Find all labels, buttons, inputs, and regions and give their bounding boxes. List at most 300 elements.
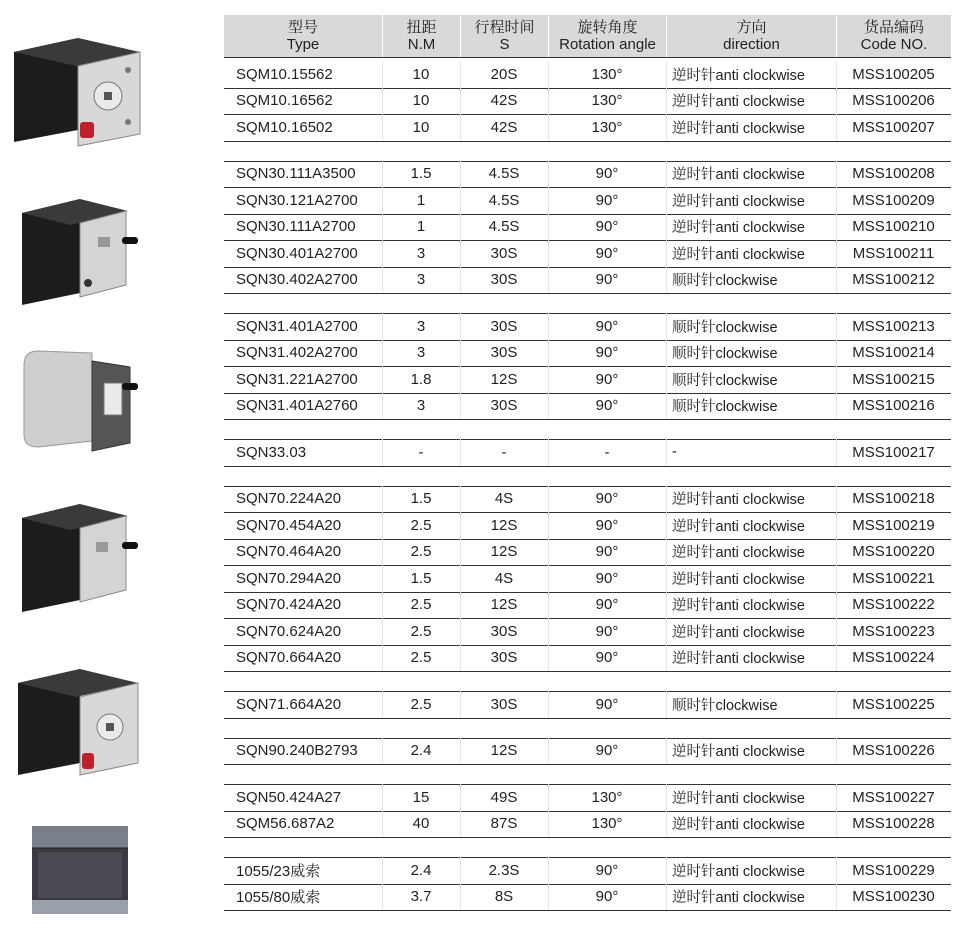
cell-time: 12S <box>490 370 518 388</box>
column-divider <box>836 240 837 267</box>
table-row <box>224 366 951 394</box>
column-divider <box>666 565 667 592</box>
cell-torque: 2.5 <box>410 649 432 667</box>
cell-code: MSS100219 <box>852 516 935 534</box>
column-divider <box>548 240 549 267</box>
column-divider <box>382 393 383 420</box>
cell-direction: 逆时针anti clockwise <box>672 492 805 509</box>
column-divider <box>382 340 383 367</box>
cell-time: 4S <box>494 490 514 508</box>
table-row <box>224 857 951 885</box>
cell-type: SQN30.401A2700 <box>236 244 358 262</box>
cell-direction: 逆时针anti clockwise <box>672 817 805 834</box>
cell-angle: 90° <box>595 218 619 236</box>
table-row <box>224 61 951 89</box>
cell-direction: - <box>672 444 677 461</box>
column-divider <box>460 565 461 592</box>
table-row <box>224 187 951 215</box>
cell-direction: 顺时针clockwise <box>672 319 778 336</box>
column-divider <box>548 88 549 115</box>
cell-torque: 1 <box>416 218 426 236</box>
cell-torque: 2.5 <box>410 543 432 561</box>
table-row <box>224 340 951 368</box>
column-divider <box>836 313 837 340</box>
table-row <box>224 811 951 839</box>
column-divider <box>548 313 549 340</box>
cell-angle: 90° <box>595 244 619 262</box>
table-row <box>224 784 951 812</box>
cell-torque: 3 <box>416 271 426 289</box>
column-divider <box>382 565 383 592</box>
column-divider <box>666 691 667 718</box>
table-row <box>224 88 951 116</box>
cell-angle: 90° <box>595 622 619 640</box>
column-divider <box>382 784 383 811</box>
column-divider <box>460 592 461 619</box>
column-divider <box>460 486 461 513</box>
column-divider <box>666 187 667 214</box>
cell-type: SQN31.402A2700 <box>236 344 358 362</box>
column-divider <box>666 393 667 420</box>
cell-code: MSS100229 <box>852 861 935 879</box>
cell-angle: - <box>604 443 610 461</box>
column-divider <box>666 88 667 115</box>
cell-direction: 逆时针anti clockwise <box>672 167 805 184</box>
cell-time: 8S <box>494 888 514 906</box>
column-divider <box>836 691 837 718</box>
cell-angle: 90° <box>595 344 619 362</box>
cell-torque: 1.5 <box>410 569 432 587</box>
column-divider <box>666 161 667 188</box>
column-divider <box>666 486 667 513</box>
table-row <box>224 592 951 620</box>
cell-code: MSS100223 <box>852 622 935 640</box>
header-direction-zh: 方向 <box>736 19 767 36</box>
actuator-grey-box-icon <box>18 343 138 458</box>
header-direction-en: direction <box>723 36 780 53</box>
column-divider <box>460 240 461 267</box>
cell-code: MSS100222 <box>852 596 935 614</box>
column-divider <box>666 214 667 241</box>
product-table-body <box>224 0 951 938</box>
table-row <box>224 267 951 295</box>
cell-torque: 3 <box>416 244 426 262</box>
column-divider <box>548 784 549 811</box>
column-divider <box>460 738 461 765</box>
table-row <box>224 884 951 912</box>
cell-angle: 130° <box>591 118 623 136</box>
table-row <box>224 691 951 719</box>
cell-direction: 逆时针anti clockwise <box>672 518 805 535</box>
column-divider <box>836 565 837 592</box>
cell-torque: 10 <box>412 118 430 136</box>
cell-angle: 90° <box>595 742 619 760</box>
column-divider <box>548 267 549 294</box>
cell-torque: 3 <box>416 344 426 362</box>
table-row <box>224 240 951 268</box>
cell-type: SQN33.03 <box>236 443 307 461</box>
cell-direction: 逆时针anti clockwise <box>672 120 805 137</box>
column-divider <box>836 439 837 466</box>
column-divider <box>836 114 837 141</box>
column-divider <box>548 214 549 241</box>
column-divider <box>460 214 461 241</box>
cell-code: MSS100208 <box>852 165 935 183</box>
column-divider <box>460 539 461 566</box>
cell-code: MSS100230 <box>852 888 935 906</box>
column-divider <box>382 161 383 188</box>
column-divider <box>460 267 461 294</box>
header-code-zh: 货品编码 <box>863 19 924 36</box>
cell-angle: 90° <box>595 271 619 289</box>
column-divider <box>382 857 383 884</box>
cell-type: SQN30.402A2700 <box>236 271 358 289</box>
column-divider <box>382 738 383 765</box>
column-divider <box>460 161 461 188</box>
column-divider <box>382 61 383 88</box>
cell-torque: 1.8 <box>410 370 432 388</box>
cell-type: SQN71.664A20 <box>236 695 342 713</box>
column-divider <box>382 691 383 718</box>
column-divider <box>460 857 461 884</box>
cell-type: SQM10.16502 <box>236 118 333 136</box>
column-divider <box>836 884 837 911</box>
cell-type: SQN90.240B2793 <box>236 742 358 760</box>
cell-code: MSS100211 <box>852 244 935 262</box>
cell-direction: 顺时针clockwise <box>672 346 778 363</box>
cell-torque: 2.5 <box>410 622 432 640</box>
actuator-black-box-icon <box>14 663 144 783</box>
column-divider <box>382 884 383 911</box>
cell-time: 30S <box>490 695 518 713</box>
cell-code: MSS100226 <box>852 742 935 760</box>
cell-code: MSS100206 <box>852 92 935 110</box>
column-divider <box>460 187 461 214</box>
cell-type: SQN70.664A20 <box>236 649 342 667</box>
group-spacer-row <box>224 466 951 487</box>
column-divider <box>666 645 667 672</box>
column-divider <box>382 811 383 838</box>
cell-type: SQN30.111A2700 <box>236 218 356 236</box>
cell-code: MSS100212 <box>852 271 935 289</box>
column-divider <box>460 340 461 367</box>
column-divider <box>666 61 667 88</box>
column-divider <box>548 61 549 88</box>
column-divider <box>836 738 837 765</box>
cell-type: SQM10.16562 <box>236 92 333 110</box>
column-divider <box>836 214 837 241</box>
column-divider <box>548 114 549 141</box>
cell-direction: 逆时针anti clockwise <box>672 790 805 807</box>
column-divider <box>382 645 383 672</box>
group-spacer-row <box>224 419 951 440</box>
header-code-en: Code NO. <box>860 36 928 53</box>
column-divider <box>548 645 549 672</box>
column-divider <box>548 539 549 566</box>
header-angle-zh: 旋转角度 <box>577 19 638 36</box>
cell-direction: 逆时针anti clockwise <box>672 863 805 880</box>
cell-code: MSS100216 <box>852 397 935 415</box>
cell-time: 4.5S <box>488 191 520 209</box>
cell-direction: 逆时针anti clockwise <box>672 220 805 237</box>
column-divider <box>460 313 461 340</box>
header-torque-zh: 扭距 <box>406 19 437 36</box>
cell-time: 30S <box>490 649 518 667</box>
cell-direction: 顺时针clockwise <box>672 372 778 389</box>
actuator-black-box-icon <box>18 500 138 615</box>
column-divider <box>836 340 837 367</box>
cell-direction: 逆时针anti clockwise <box>672 94 805 111</box>
cell-type: SQN70.224A20 <box>236 490 342 508</box>
group-spacer-row <box>224 293 951 314</box>
column-divider <box>836 187 837 214</box>
cell-angle: 130° <box>591 65 623 83</box>
cell-type: SQN31.401A2700 <box>236 317 358 335</box>
column-divider <box>382 187 383 214</box>
cell-angle: 90° <box>595 191 619 209</box>
cell-angle: 90° <box>595 649 619 667</box>
column-divider <box>836 645 837 672</box>
cell-code: MSS100225 <box>852 695 935 713</box>
column-divider <box>382 214 383 241</box>
cell-time: 49S <box>490 788 518 806</box>
column-divider <box>382 240 383 267</box>
table-row <box>224 161 951 189</box>
actuator-black-box-icon <box>18 193 138 308</box>
cell-type: 1055/23威索 <box>236 862 321 880</box>
cell-torque: 15 <box>412 788 430 806</box>
cell-type: SQN31.401A2760 <box>236 397 358 415</box>
cell-direction: 逆时针anti clockwise <box>672 890 805 907</box>
cell-time: - <box>501 443 507 461</box>
cell-type: SQN70.294A20 <box>236 569 342 587</box>
cell-time: 4.5S <box>488 218 520 236</box>
header-torque-en: N.M <box>407 36 436 53</box>
cell-type: SQN31.221A2700 <box>236 370 358 388</box>
column-divider <box>460 439 461 466</box>
cell-angle: 90° <box>595 317 619 335</box>
cell-direction: 逆时针anti clockwise <box>672 545 805 562</box>
cell-type: 1055/80威索 <box>236 889 321 907</box>
column-divider <box>836 618 837 645</box>
column-divider <box>382 366 383 393</box>
column-divider <box>548 512 549 539</box>
cell-torque: - <box>418 443 424 461</box>
column-divider <box>548 738 549 765</box>
cell-time: 12S <box>490 516 518 534</box>
cell-direction: 顺时针clockwise <box>672 273 778 290</box>
cell-angle: 90° <box>595 596 619 614</box>
column-divider <box>460 784 461 811</box>
column-divider <box>666 539 667 566</box>
cell-code: MSS100210 <box>852 218 935 236</box>
cell-type: SQN70.424A20 <box>236 596 342 614</box>
cell-time: 12S <box>490 543 518 561</box>
cell-type: SQN30.111A3500 <box>236 165 356 183</box>
cell-code: MSS100221 <box>852 569 935 587</box>
column-divider <box>836 61 837 88</box>
cell-torque: 2.5 <box>410 516 432 534</box>
column-divider <box>460 645 461 672</box>
table-row <box>224 738 951 766</box>
column-divider <box>836 486 837 513</box>
column-divider <box>548 486 549 513</box>
cell-direction: 逆时针anti clockwise <box>672 598 805 615</box>
header-type-en: Type <box>286 36 320 53</box>
cell-angle: 90° <box>595 543 619 561</box>
column-divider <box>666 811 667 838</box>
cell-direction: 逆时针anti clockwise <box>672 193 805 210</box>
cell-angle: 90° <box>595 516 619 534</box>
cell-time: 30S <box>490 271 518 289</box>
column-divider <box>548 884 549 911</box>
cell-direction: 逆时针anti clockwise <box>672 744 805 761</box>
column-divider <box>548 811 549 838</box>
column-divider <box>382 114 383 141</box>
column-divider <box>460 61 461 88</box>
column-divider <box>836 161 837 188</box>
cell-torque: 1.5 <box>410 165 432 183</box>
column-divider <box>548 393 549 420</box>
cell-time: 12S <box>490 742 518 760</box>
cell-time: 30S <box>490 317 518 335</box>
column-divider <box>460 393 461 420</box>
column-divider <box>836 592 837 619</box>
cell-time: 30S <box>490 244 518 262</box>
cell-type: SQM56.687A2 <box>236 815 335 833</box>
column-divider <box>382 486 383 513</box>
column-divider <box>666 313 667 340</box>
cell-type: SQN70.464A20 <box>236 543 342 561</box>
column-divider <box>460 618 461 645</box>
group-spacer-row <box>224 764 951 785</box>
cell-torque: 10 <box>412 92 430 110</box>
table-row <box>224 618 951 646</box>
column-divider <box>666 267 667 294</box>
column-divider <box>382 88 383 115</box>
column-divider <box>666 884 667 911</box>
actuator-metal-box-icon <box>28 822 132 922</box>
cell-torque: 3 <box>416 397 426 415</box>
cell-angle: 90° <box>595 165 619 183</box>
cell-direction: 逆时针anti clockwise <box>672 246 805 263</box>
header-time-en: S <box>499 36 510 53</box>
column-divider <box>836 539 837 566</box>
cell-code: MSS100214 <box>852 344 935 362</box>
cell-direction: 逆时针anti clockwise <box>672 651 805 668</box>
table-row <box>224 214 951 242</box>
table-row <box>224 645 951 673</box>
cell-time: 87S <box>490 815 518 833</box>
column-divider <box>666 439 667 466</box>
column-divider <box>382 592 383 619</box>
cell-code: MSS100228 <box>852 815 935 833</box>
cell-angle: 90° <box>595 490 619 508</box>
column-divider <box>836 811 837 838</box>
header-time-zh: 行程时间 <box>474 19 535 36</box>
column-divider <box>836 784 837 811</box>
cell-torque: 2.5 <box>410 596 432 614</box>
column-divider <box>836 267 837 294</box>
column-divider <box>548 592 549 619</box>
cell-time: 30S <box>490 344 518 362</box>
cell-direction: 逆时针anti clockwise <box>672 624 805 641</box>
cell-angle: 90° <box>595 370 619 388</box>
cell-time: 30S <box>490 397 518 415</box>
column-divider <box>460 114 461 141</box>
cell-angle: 90° <box>595 861 619 879</box>
column-divider <box>548 366 549 393</box>
cell-time: 42S <box>490 92 518 110</box>
column-divider <box>836 88 837 115</box>
column-divider <box>666 784 667 811</box>
cell-type: SQM10.15562 <box>236 65 333 83</box>
table-row <box>224 486 951 514</box>
cell-angle: 90° <box>595 888 619 906</box>
cell-angle: 90° <box>595 569 619 587</box>
table-row <box>224 565 951 593</box>
column-divider <box>548 618 549 645</box>
cell-direction: 逆时针anti clockwise <box>672 67 805 84</box>
cell-code: MSS100205 <box>852 65 935 83</box>
group-spacer-row <box>224 837 951 858</box>
cell-direction: 顺时针clockwise <box>672 697 778 714</box>
cell-torque: 1.5 <box>410 490 432 508</box>
column-divider <box>382 539 383 566</box>
cell-time: 12S <box>490 596 518 614</box>
column-divider <box>666 366 667 393</box>
table-row <box>224 393 951 421</box>
column-divider <box>382 618 383 645</box>
table-row <box>224 313 951 341</box>
cell-direction: 顺时针clockwise <box>672 399 778 416</box>
column-divider <box>836 857 837 884</box>
table-row <box>224 439 951 467</box>
column-divider <box>460 366 461 393</box>
column-divider <box>548 187 549 214</box>
cell-torque: 1 <box>416 191 426 209</box>
cell-angle: 130° <box>591 788 623 806</box>
cell-time: 42S <box>490 118 518 136</box>
cell-time: 30S <box>490 622 518 640</box>
table-row <box>224 114 951 142</box>
cell-time: 2.3S <box>488 861 520 879</box>
column-divider <box>382 439 383 466</box>
column-divider <box>548 161 549 188</box>
group-spacer-row <box>224 141 951 162</box>
cell-code: MSS100209 <box>852 191 935 209</box>
cell-code: MSS100218 <box>852 490 935 508</box>
column-divider <box>460 811 461 838</box>
column-divider <box>460 512 461 539</box>
cell-type: SQN50.424A27 <box>236 788 342 806</box>
cell-torque: 10 <box>412 65 430 83</box>
cell-code: MSS100227 <box>852 788 935 806</box>
column-divider <box>666 114 667 141</box>
cell-code: MSS100217 <box>852 443 935 461</box>
cell-code: MSS100215 <box>852 370 935 388</box>
column-divider <box>460 88 461 115</box>
column-divider <box>666 618 667 645</box>
cell-code: MSS100220 <box>852 543 935 561</box>
column-divider <box>382 512 383 539</box>
cell-torque: 2.5 <box>410 695 432 713</box>
cell-angle: 90° <box>595 695 619 713</box>
column-divider <box>836 393 837 420</box>
cell-code: MSS100207 <box>852 118 935 136</box>
cell-angle: 130° <box>591 815 623 833</box>
column-divider <box>666 340 667 367</box>
